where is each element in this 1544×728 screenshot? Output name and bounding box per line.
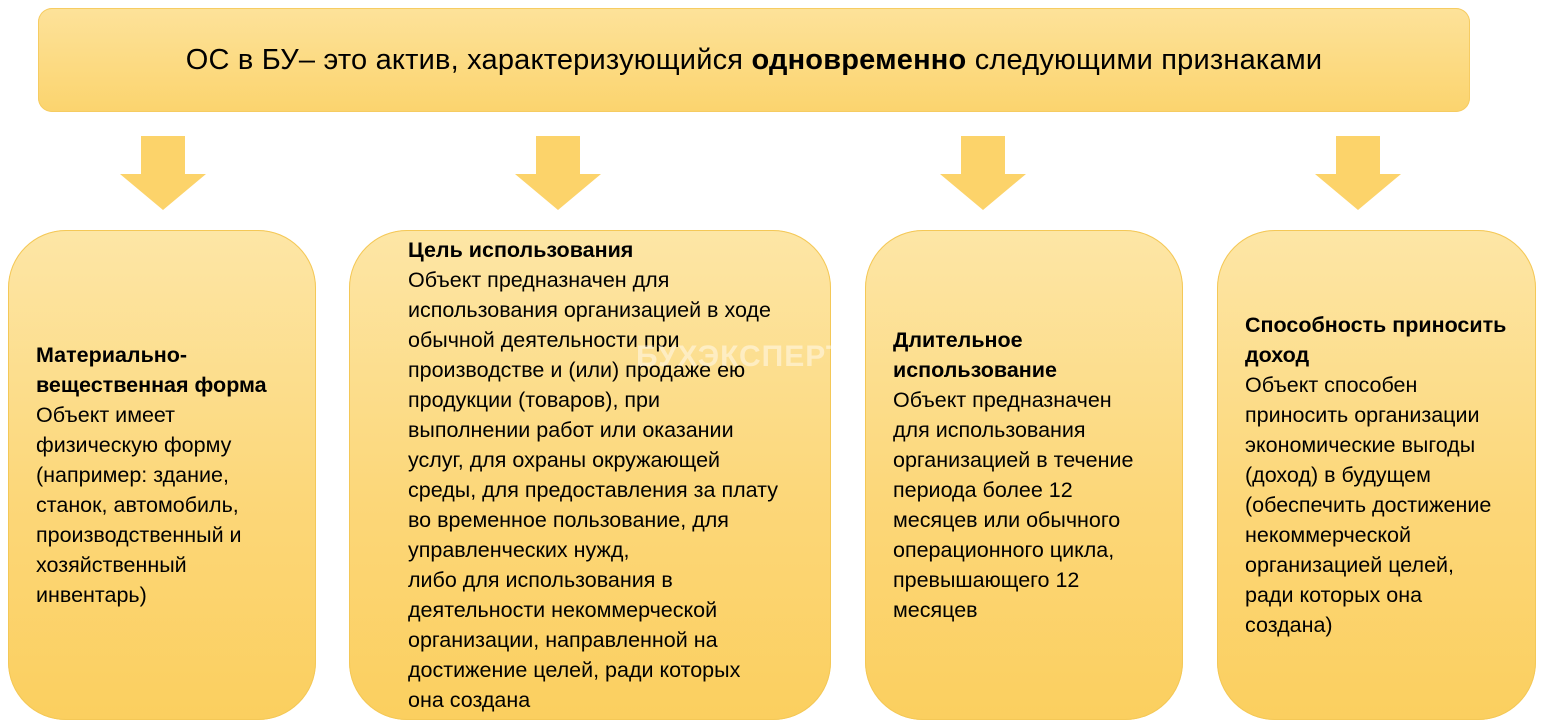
header-text-end: следующими признаками bbox=[966, 43, 1323, 76]
criterion-box-material bbox=[8, 230, 316, 720]
criterion-body: Объект способен приносить организации экономические выгоды (доход) в будущем (обеспечить достижение некоммерческой организацией целей, ради которых она создана) bbox=[1245, 373, 1492, 637]
criterion-title: Длительное использование bbox=[893, 328, 1057, 382]
criterion-body: Объект предназначен для использования организацией в течение периода более 12 месяцев или обычного операционного цикла, превышающего 12 месяцев bbox=[893, 388, 1134, 622]
criterion-box-purpose bbox=[349, 230, 831, 720]
down-arrow-icon bbox=[120, 136, 206, 210]
criterion-title: Способность приносить доход bbox=[1245, 313, 1507, 367]
criterion-body: Объект имеет физическую форму (например: здание, станок, автомобиль, производственный и хозяйственный инвентарь) bbox=[36, 403, 242, 607]
down-arrow-icon bbox=[940, 136, 1026, 210]
down-arrow-icon bbox=[1315, 136, 1401, 210]
criterion-body: Объект предназначен для использования организацией в ходе обычной деятельности при производстве и (или) продаже ею продукции (товаров), при выполнении работ или оказании услуг, для охраны окружающей среды, для предоставления за плату во временное пользование, для управленческих нужд, либо для использования в деятельности некоммерческой организации, направленной на достижение целей, ради которых она создана bbox=[408, 268, 778, 712]
header-text-start: ОС в БУ– это актив, характеризующийся bbox=[185, 43, 752, 76]
down-arrow-icon bbox=[515, 136, 601, 210]
header-text-bold: одновременно bbox=[751, 43, 967, 76]
watermark: БУХЭКСПЕРТ bbox=[636, 340, 846, 373]
criterion-title: Материально- вещественная форма bbox=[36, 343, 267, 397]
criterion-title: Цель использования bbox=[408, 238, 634, 262]
criterion-box-long-term bbox=[865, 230, 1183, 720]
criterion-box-income bbox=[1217, 230, 1536, 720]
header-text bbox=[186, 44, 1323, 77]
header-banner bbox=[38, 8, 1470, 112]
